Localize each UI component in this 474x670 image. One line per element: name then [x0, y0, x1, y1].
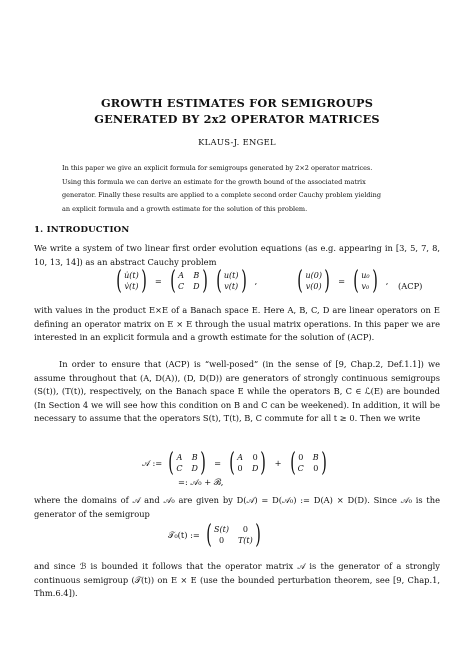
matrix-lhs: ( u̇(t) v̇(t) ): [116, 266, 147, 296]
author: KLAUS-J. ENGEL: [198, 137, 276, 147]
matrix-cell: B: [312, 453, 319, 462]
offdiagonal-matrix: ( 0 B C 0 ): [289, 448, 327, 478]
matrix-cell: A: [176, 453, 183, 462]
matrix-cell: C: [176, 464, 183, 473]
matrix-cell: v̇(t): [124, 282, 139, 291]
operator-matrix: ( A B C D ): [170, 266, 208, 296]
matrix-rhs: ( u(t) v(t) ): [216, 266, 247, 296]
matrix-cell: v₀: [361, 282, 370, 291]
paper-title-line-1: GROWTH ESTIMATES FOR SEMIGROUPS: [100, 96, 374, 110]
section-heading: 1. INTRODUCTION: [34, 225, 130, 235]
equation-semigroup: [168, 520, 265, 550]
abstract: [62, 162, 414, 216]
matrix-cell: D: [193, 282, 200, 291]
semigroup-matrix: ( S(t) 0 0 T(t) ): [206, 520, 261, 550]
paragraph-1: We write a system of two linear first order evolution equations (as e.g. appearing in [3, 5, 7, 8, 10, 13, 14]) as an abstract Cauchy problem: [34, 243, 440, 267]
matrix-cell: A: [237, 453, 243, 462]
matrix-cell: A: [178, 271, 184, 280]
matrix-cell: 0: [242, 525, 248, 534]
paragraph-3: In order to ensure that (ACP) is “well-posed” (in the sense of [9, Chap.2, Def.1.1]) we assume throughout that (A, D(A)), (D, D(D)) are generators of strongly continuous semigroups (S(t)), (T(t)), respectively, on the Banach space E while the operators B, C ∈ ℒ(E) are bounded (In Section 4 we will see how this condition on B and C can be weekened). In addition, it will be necessary to assume that the operators S(t), T(t), B, C commute for all t ≥ 0. Then we write: [34, 359, 440, 424]
equation-decomposition-line-2: =: 𝒜₀ + ℬ,: [178, 477, 224, 487]
matrix-initial: ( u(0) v(0) ): [297, 266, 330, 296]
matrix-cell: D: [251, 464, 259, 473]
equation-tag: (ACP): [398, 281, 423, 291]
equation-acp: ( u̇(t) v̇(t) ) = ( A B C D ) ( u(t) v(t) ) , ( u(0) v(0) ) = ( u₀ v₀ ) ,: [112, 270, 392, 292]
matrix-cell: 0: [237, 464, 243, 473]
matrix-cell: 0: [218, 536, 225, 545]
matrix-cell: C: [297, 464, 304, 473]
matrix-cell: u(0): [305, 271, 322, 280]
paragraph-2: with values in the product E×E of a Banach space E. Here A, B, C, D are linear operators on E defining an operator matrix on E × E through the usual matrix operations. In this paper we are interested in an explicit formula and a growth estimate for the solution of (ACP).: [34, 305, 440, 343]
operator-matrix: ( A B C D ): [168, 448, 206, 478]
abstract-line: an explicit formula and a growth estimate for the solution of this problem.: [62, 204, 308, 213]
diagonal-matrix: ( A 0 0 D ): [229, 448, 267, 478]
paragraph-4: where the domains of 𝒜 and 𝒜₀ are given by D(𝒜) = D(𝒜₀) := D(A) × D(D). Since 𝒜₀ is the generator of the semigroup: [34, 495, 440, 519]
matrix-cell: S(t): [214, 525, 229, 534]
matrix-cell: v(t): [224, 282, 239, 291]
matrix-cell: 0: [313, 464, 319, 473]
matrix-cell: C: [178, 282, 185, 291]
matrix-cell: T(t): [237, 536, 253, 545]
abstract-line: In this paper we give an explicit formula for semigroups generated by 2×2 operator matrices.: [62, 164, 373, 172]
matrix-cell: u̇(t): [124, 271, 139, 280]
matrix-cell: D: [191, 464, 198, 473]
matrix-cell: 0: [252, 453, 258, 462]
matrix-cell: B: [191, 453, 198, 462]
matrix-initial-values: ( u₀ v₀ ): [353, 266, 378, 296]
abstract-line: Using this formula we can derive an estimate for the growth bound of the associated matrix: [62, 177, 366, 186]
matrix-cell: v(0): [305, 282, 322, 291]
equation-lhs: 𝒯₀(t) :=: [168, 529, 200, 540]
matrix-cell: u₀: [361, 271, 370, 280]
equation-lhs: 𝒜 :=: [142, 457, 163, 468]
paper-title-line-2: GENERATED BY 2x2 OPERATOR MATRICES: [94, 112, 380, 126]
matrix-cell: 0: [298, 453, 304, 462]
paragraph-5: and since ℬ is bounded it follows that the operator matrix 𝒜 is the generator of a strongly continuous semigroup (𝒯(t)) on E × E (use the bounded perturbation theorem, see [9, Chap.1, Thm.6.4]).: [34, 561, 440, 599]
matrix-cell: B: [193, 271, 200, 280]
equation-decomposition: 𝒜 := ( A B C D ) = ( A 0 0 D ) + ( 0 B C 0 ): [142, 452, 331, 474]
matrix-cell: u(t): [223, 271, 239, 280]
abstract-line: generator. Finally these results are applied to a complete second order Cauchy problem yielding: [62, 191, 381, 199]
